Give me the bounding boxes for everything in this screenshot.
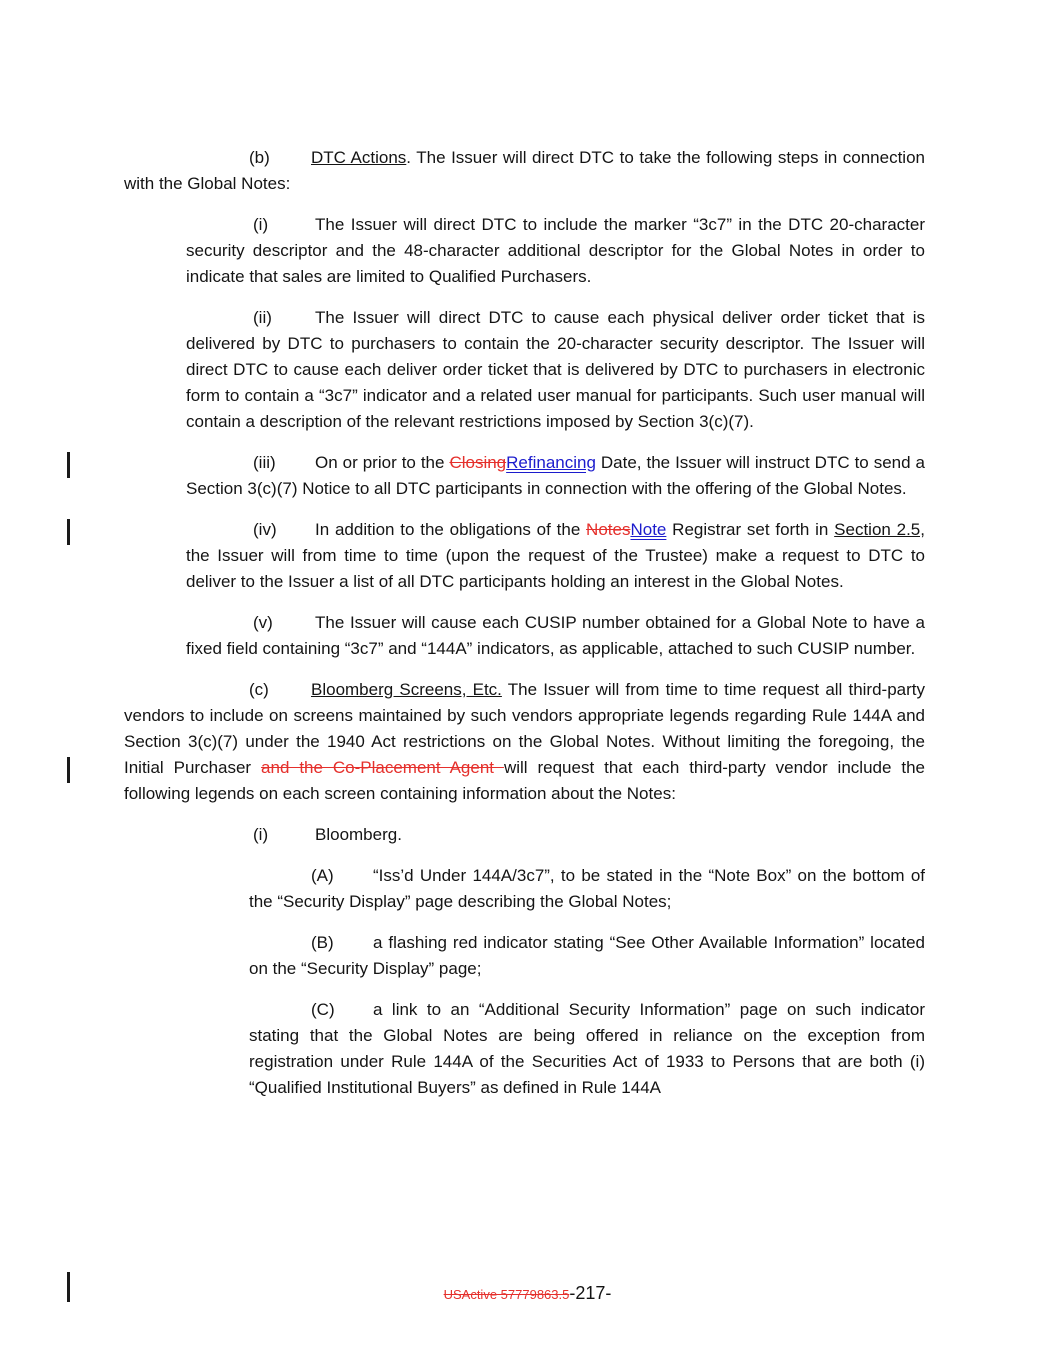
inserted-text: Note	[630, 520, 667, 539]
list-label: (iv)	[253, 520, 277, 539]
change-bar	[67, 519, 70, 545]
text-run: On or prior to the	[315, 453, 450, 472]
list-label: (v)	[253, 613, 273, 632]
page-number: -217-	[569, 1283, 612, 1303]
paragraph-b-iv	[186, 517, 925, 595]
inserted-text: Refinancing	[506, 453, 596, 472]
text-run: The Issuer will direct DTC to cause each physical deliver order ticket that is delivered by DTC to purchasers to contain the 20-character security descriptor. The Issuer will direct DTC to cause each deliver order ticket that is delivered by DTC to purchasers in electronic form to contain a “3c7” indicator and a related user manual for participants. Such user manual will contain a description of the relevant restrictions imposed by Section 3(c)(7).	[186, 308, 925, 431]
text-run: Date, the Issuer will instruct DTC to send a Section 3(c)(7) Notice to all DTC participants in connection with the offering of the Global Notes.	[186, 453, 925, 498]
underlined-text: DTC Actions	[311, 148, 407, 167]
list-label: (A)	[311, 866, 334, 885]
list-label: (B)	[311, 933, 334, 952]
text-run: will request that each third-party vendor include the following legends on each screen containing information about the Notes:	[124, 758, 925, 803]
deleted-text: and the Co-Placement Agent	[261, 758, 504, 777]
underlined-text: Bloomberg Screens, Etc.	[311, 680, 502, 699]
text-run: In addition to the obligations of the	[315, 520, 587, 539]
text-run: a link to an “Additional Security Information” page on such indicator stating that the Global Notes are being offered in reliance on the exception from registration under Rule 144A of the Securities Act of 1933 to Persons that are both (i) “Qualified Institutional Buyers” as defined in Rule 144A	[249, 1000, 925, 1097]
text-run: the Issuer will from time to time (upon the request of the Trustee) make a request to DTC to deliver to the Issuer a list of all DTC participants holding an interest in the Global Notes.	[186, 546, 925, 591]
paragraph-c-i	[186, 822, 925, 848]
text-run: The Issuer will from time to time request all third-party vendors to include on screens maintained by such vendors appropriate legends regarding Rule 144A and Section 3(c)(7) under the 1940 Act restrictions on the Global Notes. Without limiting the foregoing, the Initial Purchaser	[124, 680, 926, 777]
text-run: The Issuer will direct DTC to include the marker “3c7” in the DTC 20-character security descriptor and the 48-character additional descriptor for the Global Notes in order to indicate that sales are limited to Qualified Purchasers.	[186, 215, 925, 286]
text-run: . The Issuer will direct DTC to take the following steps in connection with the Global Notes:	[124, 148, 925, 193]
paragraph-b-ii	[186, 305, 925, 435]
text-run: The Issuer will cause each CUSIP number obtained for a Global Note to have a fixed field containing “3c7” and “144A” indicators, as applicable, attached to such CUSIP number.	[186, 613, 925, 658]
paragraph-c-i-B	[249, 930, 925, 982]
text-run: “Iss’d Under 144A/3c7”, to be stated in the “Note Box” on the bottom of the “Security Display” page describing the Global Notes;	[249, 866, 925, 911]
page-footer	[0, 1280, 1055, 1308]
deleted-text: Notes	[586, 520, 631, 539]
list-label: (b)	[249, 148, 270, 167]
paragraph-b	[124, 145, 925, 197]
paragraph-c-i-A	[249, 863, 925, 915]
text-run: Registrar set forth in	[666, 520, 835, 539]
text-run: a flashing red indicator stating “See Other Available Information” located on the “Security Display” page;	[249, 933, 925, 978]
underlined-text: Section 2.5,	[834, 520, 925, 539]
paragraph-c-i-C	[249, 997, 925, 1101]
list-label: (c)	[249, 680, 269, 699]
paragraph-c	[124, 677, 925, 807]
list-label: (i)	[253, 215, 269, 234]
list-label: (i)	[253, 825, 269, 844]
change-bar	[67, 452, 70, 478]
text-run: Bloomberg.	[315, 825, 402, 844]
list-label: (C)	[311, 1000, 335, 1019]
list-label: (ii)	[253, 308, 272, 327]
paragraph-b-i	[186, 212, 925, 290]
paragraph-b-v	[186, 610, 925, 662]
deleted-text: Closing	[449, 453, 507, 472]
paragraph-b-iii	[186, 450, 925, 502]
change-bar	[67, 757, 70, 783]
list-label: (iii)	[253, 453, 276, 472]
doc-control-number: USActive 57779863.5	[443, 1287, 570, 1302]
